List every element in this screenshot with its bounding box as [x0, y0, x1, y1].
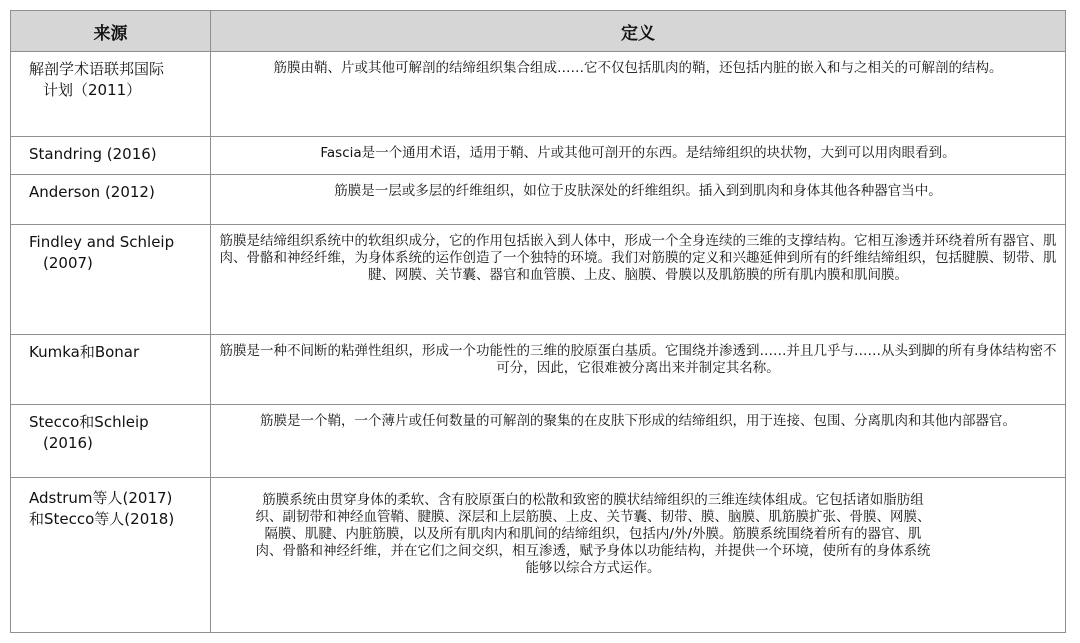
source-cell: Anderson (2012)	[11, 175, 211, 225]
fascia-definitions-table	[10, 10, 1066, 633]
header-row	[11, 11, 1066, 52]
table-row	[11, 175, 1066, 225]
table-row	[11, 335, 1066, 405]
table-row	[11, 478, 1066, 633]
source-text-line2: 和Stecco等人(2018)	[29, 510, 175, 528]
definition-cell: Fascia是一个通用术语，适用于鞘、片或其他可剖开的东西。是结缔组织的块状物，大到可以用肉眼看到。	[211, 137, 1066, 175]
source-cell	[11, 52, 211, 137]
header-source: 来源	[11, 11, 211, 52]
table-row	[11, 52, 1066, 137]
source-text-line2: (2007)	[43, 254, 93, 272]
source-cell	[11, 478, 211, 633]
header-definition: 定义	[211, 11, 1066, 52]
table-row	[11, 137, 1066, 175]
definition-cell: 筋膜是一个鞘，一个薄片或任何数量的可解剖的聚集的在皮肤下形成的结缔组织，用于连接、包围、分离肌肉和其他内部器官。	[211, 405, 1066, 478]
definition-cell: 筋膜是结缔组织系统中的软组织成分，它的作用包括嵌入到人体中，形成一个全身连续的三维的支撑结构。它相互渗透并环绕着所有器官、肌肉、骨骼和神经纤维，为身体系统的运作创造了一个独特的环境。我们对筋膜的定义和兴趣延伸到所有的纤维结缔组织，包括腱膜、韧带、肌腱、网膜、关节囊、器官和血管膜、上皮、脑膜、骨膜以及肌筋膜的所有肌内膜和肌间膜。	[211, 225, 1066, 335]
source-cell: Kumka和Bonar	[11, 335, 211, 405]
source-text-line2: (2016)	[43, 434, 93, 452]
source-text: 解剖学术语联邦国际	[29, 60, 165, 78]
definition-cell: 筋膜由鞘、片或其他可解剖的结缔组织集合组成……它不仅包括肌肉的鞘，还包括内脏的嵌入和与之相关的可解剖的结构。	[211, 52, 1066, 137]
table-row	[11, 405, 1066, 478]
definition-cell: 筋膜是一层或多层的纤维组织，如位于皮肤深处的纤维组织。插入到到肌肉和身体其他各种器官当中。	[211, 175, 1066, 225]
definition-cell: 筋膜系统由贯穿身体的柔软、含有胶原蛋白的松散和致密的膜状结缔组织的三维连续体组成。它包括诸如脂肪组织、副韧带和神经血管鞘、腱膜、深层和上层筋膜、上皮、关节囊、韧带、膜、脑膜、肌筋膜扩张、骨膜、网膜、隔膜、肌腱、内脏筋膜，以及所有肌肉内和肌间的结缔组织，包括内/外/外膜。筋膜系统围绕着所有的器官、肌肉、骨骼和神经纤维，并在它们之间交织，相互渗透，赋予身体以功能结构，并提供一个环境，使所有的身体系统能够以综合方式运作。	[211, 478, 1066, 633]
table-row	[11, 225, 1066, 335]
source-cell: Standring (2016)	[11, 137, 211, 175]
source-cell	[11, 225, 211, 335]
source-text-line2: 计划（2011）	[43, 81, 142, 99]
source-text: Adstrum等人(2017)	[29, 489, 173, 507]
source-text: Stecco和Schleip	[29, 413, 149, 431]
definition-cell: 筋膜是一种不间断的粘弹性组织，形成一个功能性的三维的胶原蛋白基质。它围绕并渗透到……并且几乎与……从头到脚的所有身体结构密不可分，因此，它很难被分离出来并制定其名称。	[211, 335, 1066, 405]
source-text: Findley and Schleip	[29, 233, 175, 251]
source-cell	[11, 405, 211, 478]
